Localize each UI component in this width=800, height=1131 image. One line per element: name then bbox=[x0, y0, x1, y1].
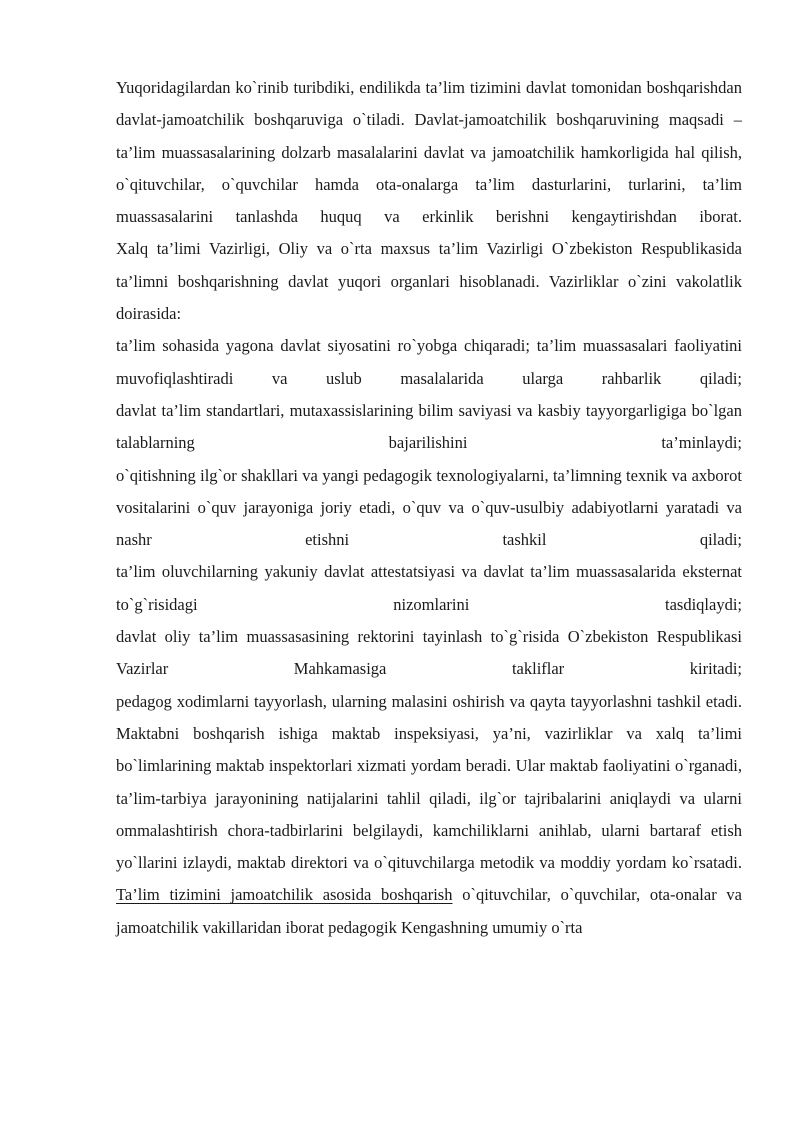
paragraph-item-training: pedagog xodimlarni tayyorlash, ularning malasini oshirish va qayta tayyorlashni tashkil etadi. bbox=[116, 691, 742, 711]
paragraph-intro: Yuqoridagilardan ko`rinib turibdiki, endilikda ta’lim tizimini davlat tomonidan boshqarishdan davlat-jamoatchilik boshqaruviga o`tiladi. Davlat-jamoatchilik boshqaruvining maqsadi –ta’lim muassasalarining dolzarb masalalarini davlat va jamoatchilik hamkorligida hal qilish, o`qituvchilar, o`quvchilar hamda ota-onalarga ta’lim dasturlarini, turlarini, ta’lim muassasalarini tanlashda huquq va erkinlik berishni kengaytirishdan iborat. bbox=[116, 78, 742, 227]
paragraph-ministries: Xalq ta’limi Vazirligi, Oliy va o`rta maxsus ta’lim Vazirligi O`zbekiston Respublikasida ta’limni boshqarishning davlat yuqori organlari hisoblanadi. Vazirliklar o`zini vakolatlik doirasida: bbox=[116, 239, 742, 324]
underlined-heading: Ta’lim tizimini jamoatchilik asosida boshqarish bbox=[116, 885, 453, 905]
paragraph-item-policy: ta’lim sohasida yagona davlat siyosatini ro`yobga chiqaradi; ta’lim muassasalari faoliyatini muvofiqlashtiradi va uslub masalalarida ularga rahbarlik qiladi; bbox=[116, 336, 742, 388]
paragraph-inspection: Maktabni boshqarish ishiga maktab inspeksiyasi, ya’ni, vazirliklar va xalq ta’limi bo`limlarining maktab inspektorlari xizmati yordam beradi. Ular maktab faoliyatini o`rganadi, ta’lim-tarbiya jarayonining natijalarini tahlil qiladi, ilg`or tajribalarini aniqlaydi va ularni ommalashtirish chora-tadbirlarini belgilaydi, kamchiliklarni anihlab, ularni bartaraf etish yo`llarini izlaydi, maktab direktori va o`qituvchilarga metodik va moddiy yordam ko`rsatadi. bbox=[116, 723, 742, 873]
paragraph-item-attestation: ta’lim oluvchilarning yakuniy davlat attestatsiyasi va davlat ta’lim muassasalarida eksternat to`g`risidagi nizomlarini tasdiqlaydi; bbox=[116, 562, 742, 614]
document-page bbox=[116, 72, 742, 944]
paragraph-item-rector: davlat oliy ta’lim muassasasining rektorini tayinlash to`g`risida O`zbekiston Respublikasi Vazirlar Mahkamasiga takliflar kiritadi; bbox=[116, 627, 742, 679]
paragraph-item-standards: davlat ta’lim standartlari, mutaxassislarining bilim saviyasi va kasbiy tayyorgarligiga bo`lgan talablarning bajarilishini ta’minlaydi; bbox=[116, 400, 742, 453]
paragraph-continuation: o`qituvchilar, o`quvchilar, ota-onalar va jamoatchilik vakillaridan iborat pedagogik Kengashning umumiy o`rta bbox=[116, 885, 742, 937]
paragraph-item-technologies: o`qitishning ilg`or shakllari va yangi pedagogik texnologiyalarni, ta’limning texnik va axborot vositalarini o`quv jarayoniga joriy etadi, o`quv va o`quv-usulbiy adabiyotlarni yaratadi va nashr etishni tashkil qiladi; bbox=[116, 465, 742, 550]
paragraph-public-management bbox=[116, 879, 742, 944]
